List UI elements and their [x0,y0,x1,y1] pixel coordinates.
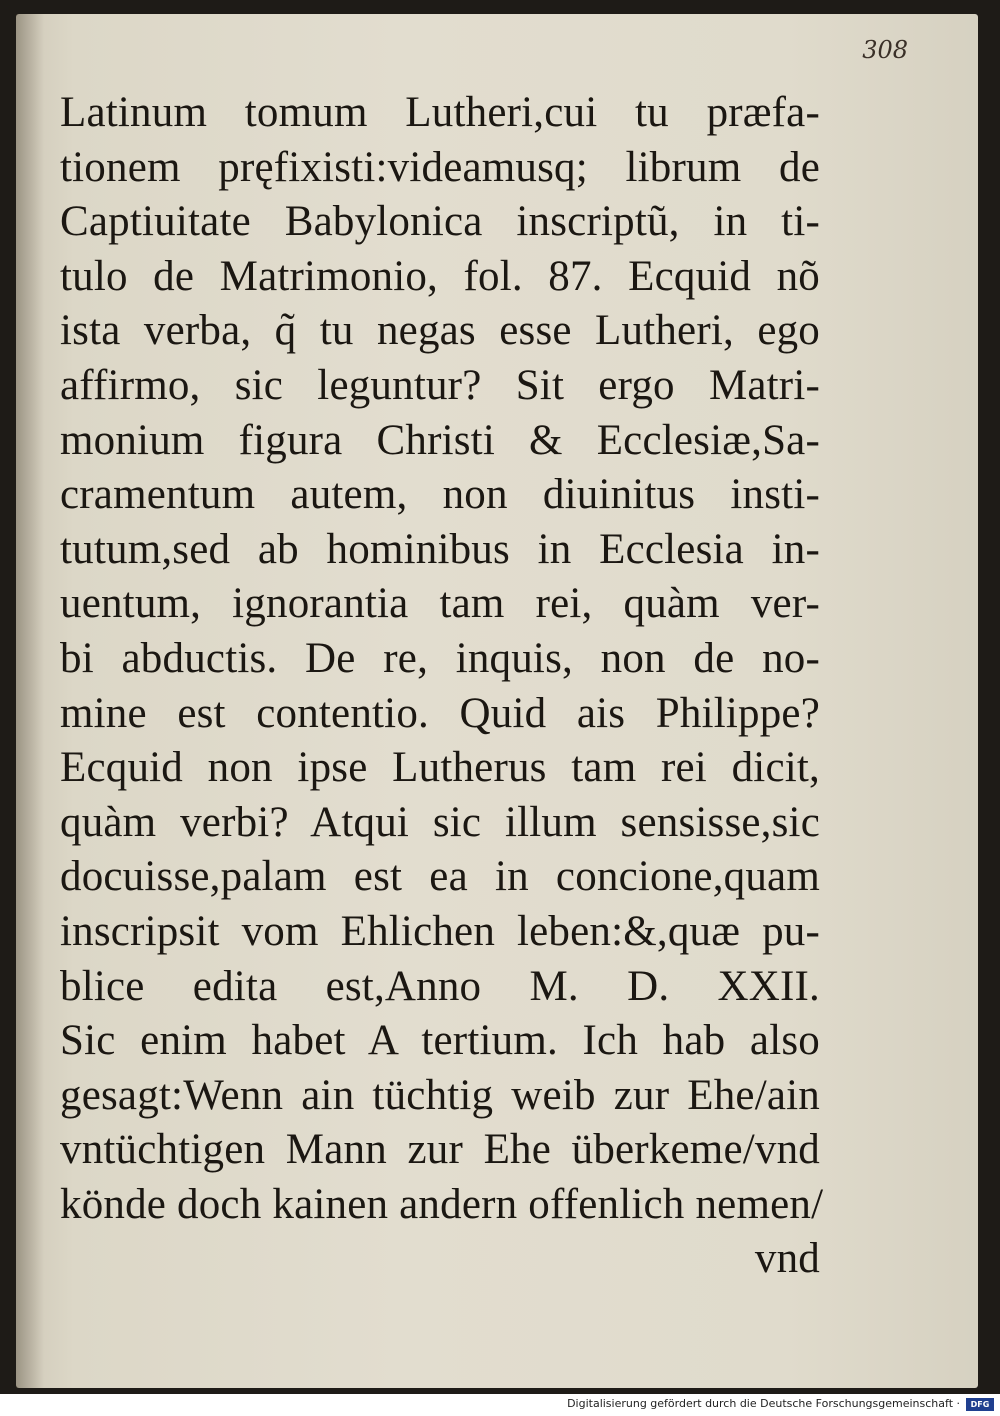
text-line: bi abductis. De re, inquis, non de no- [60,634,820,682]
text-line: uentum, ignorantia tam rei, quàm ver- [60,580,820,628]
dfg-logo-icon: DFG [966,1398,994,1411]
text-line: könde doch kainen andern offenlich nemen/ [60,1180,824,1228]
text-line: Latinum tomum Lutheri,cui tu præfa- [60,89,820,136]
text-block [60,86,824,1287]
text-line: ista verba, q̃ tu negas esse Lutheri, ego [60,307,820,355]
text-line: gesagt:Wenn ain tüchtig weib zur Ehe/ain [60,1071,820,1119]
text-line: Sic enim habet A tertium. Ich hab also [60,1017,820,1065]
text-line: blice edita est,Anno M. D. XXII. [60,962,820,1010]
text-line: quàm verbi? Atqui sic illum sensisse,sic [60,798,820,846]
text-line: mine est contentio. Quid ais Philippe? [60,689,820,737]
text-line: docuisse,palam est ea in concione,quam [60,853,820,901]
book-page [16,14,978,1388]
catchword: vnd [754,1235,820,1283]
text-line: Ecquid non ipse Lutherus tam rei dicit, [60,744,820,792]
text-line: monium figura Christi & Ecclesiæ,Sa- [60,416,820,464]
text-line: cramentum autem, non diuinitus insti- [60,471,820,519]
text-line: inscripsit vom Ehlichen leben:&,quæ pu- [60,907,820,955]
funding-credit: Digitalisierung gefördert durch die Deutsche Forschungsgemeinschaft · [567,1397,960,1410]
footer-bar [0,1394,1000,1416]
text-line: tutum,sed ab hominibus in Ecclesia in- [60,525,820,573]
gutter-shadow [16,14,44,1388]
folio-number: 308 [862,36,908,64]
text-line: tionem pręfixisti:videamusq; librum de [60,143,820,191]
text-line: tulo de Matrimonio, fol. 87. Ecquid nõ [60,252,820,300]
text-line: affirmo, sic leguntur? Sit ergo Matri- [60,361,820,409]
text-line: vntüchtigen Mann zur Ehe überkeme/vnd [60,1126,820,1174]
text-line: Captiuitate Babylonica inscriptũ, in ti- [60,198,820,246]
